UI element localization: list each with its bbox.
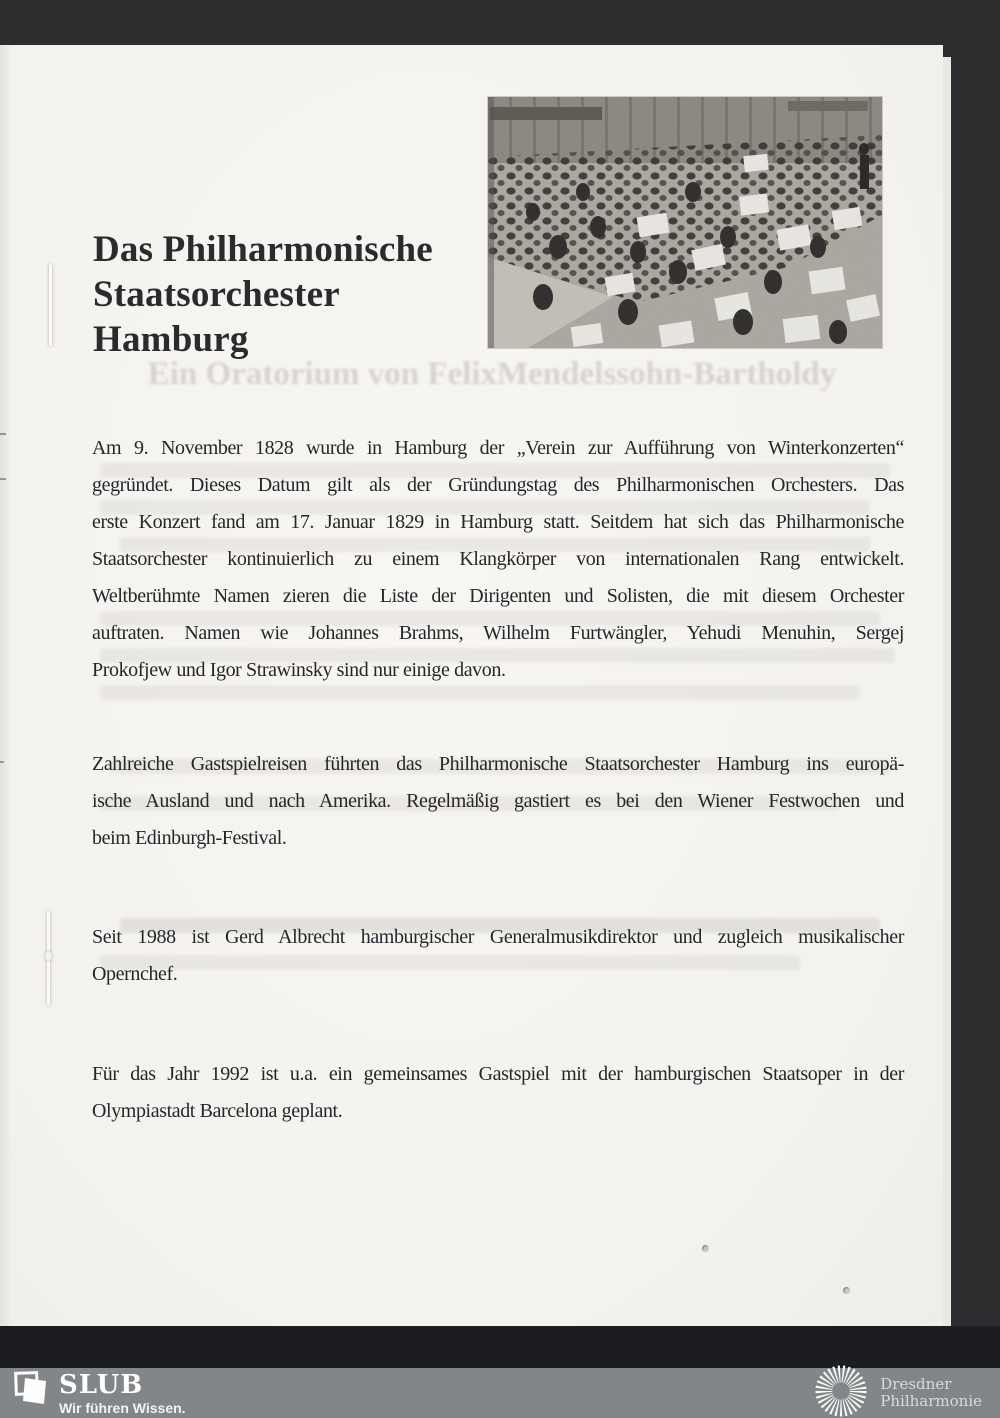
philharmonie-name-line-2: Philharmonie — [880, 1392, 982, 1410]
scanned-page — [0, 45, 943, 1326]
page-title-line-2: Staatsorchester — [93, 274, 340, 315]
paragraph-albrecht — [92, 919, 904, 993]
scanner-background-band — [0, 1326, 1000, 1368]
philharmonie-starburst-icon — [814, 1364, 868, 1418]
text-line: Für das Jahr 1992 ist u.a. ein gemeinsames Gastspiel mit der hamburgischen Staatsoper in der — [92, 1063, 904, 1085]
slub-logo[interactable] — [13, 1371, 186, 1416]
bleedthrough-title: Ein Oratorium von FelixMendelssohn-Bartholdy — [147, 356, 837, 392]
slub-wordmark: SLUB — [59, 1369, 144, 1400]
page-title-line-1: Das Philharmonische — [93, 229, 433, 270]
binding-thread-top — [49, 264, 52, 346]
page-title — [93, 227, 433, 362]
philharmonie-name-line-1: Dresdner — [880, 1375, 952, 1393]
page-title-line-3: Hamburg — [93, 319, 249, 360]
slub-tagline: Wir führen Wissen. — [59, 1399, 186, 1416]
paragraph-tours — [92, 746, 904, 857]
paragraph-barcelona — [92, 1056, 904, 1130]
orchestra-photo-graphic — [488, 97, 882, 348]
edge-mark — [0, 478, 6, 480]
text-line: Zahlreiche Gastspielreisen führten das Philharmonische Staatsorchester Hamburg ins europä- — [92, 753, 904, 775]
slub-book-icon — [13, 1371, 49, 1412]
page-fold-shade — [0, 45, 12, 1326]
scan-speck — [843, 1287, 850, 1294]
text-line: ische Ausland und nach Amerika. Regelmäßig gastiert es bei den Wiener Festwochen und — [92, 790, 904, 812]
paragraph-founding — [92, 430, 904, 689]
text-line: Am 9. November 1828 wurde in Hamburg der „Verein zur Aufführung von Winterkonzerten“ — [92, 437, 904, 459]
thread-knot — [45, 951, 52, 961]
edge-mark — [0, 433, 6, 435]
text-line: auftraten. Namen wie Johannes Brahms, Wilhelm Furtwängler, Yehudi Menuhin, Sergej — [92, 622, 904, 644]
text-line: Seit 1988 ist Gerd Albrecht hamburgischer Generalmusikdirektor und zugleich musikalischer — [92, 926, 904, 948]
dresdner-philharmonie-logo[interactable] — [814, 1364, 982, 1418]
text-line: erste Konzert fand am 17. Januar 1829 in Hamburg statt. Seitdem hat sich das Philharmonische — [92, 511, 904, 533]
text-line: Opernchef. — [92, 963, 178, 985]
text-line: beim Edinburgh-Festival. — [92, 827, 287, 849]
text-line: gegründet. Dieses Datum gilt als der Gründungstag des Philharmonischen Orchesters. Das — [92, 474, 904, 496]
edge-mark — [0, 761, 4, 763]
viewer-footer — [0, 1368, 1000, 1418]
text-line: Staatsorchester kontinuierlich zu einem Klangkörper von internationalen Rang entwickelt. — [92, 548, 904, 570]
binding-thread-bottom — [47, 911, 50, 1005]
text-line: Weltberühmte Namen zieren die Liste der Dirigenten und Solisten, die mit diesem Orchester — [92, 585, 904, 607]
scan-speck — [702, 1245, 709, 1252]
text-line: Prokofjew und Igor Strawinsky sind nur einige davon. — [92, 659, 506, 681]
orchestra-photo — [488, 97, 882, 348]
text-line: Olympiastadt Barcelona geplant. — [92, 1100, 343, 1122]
